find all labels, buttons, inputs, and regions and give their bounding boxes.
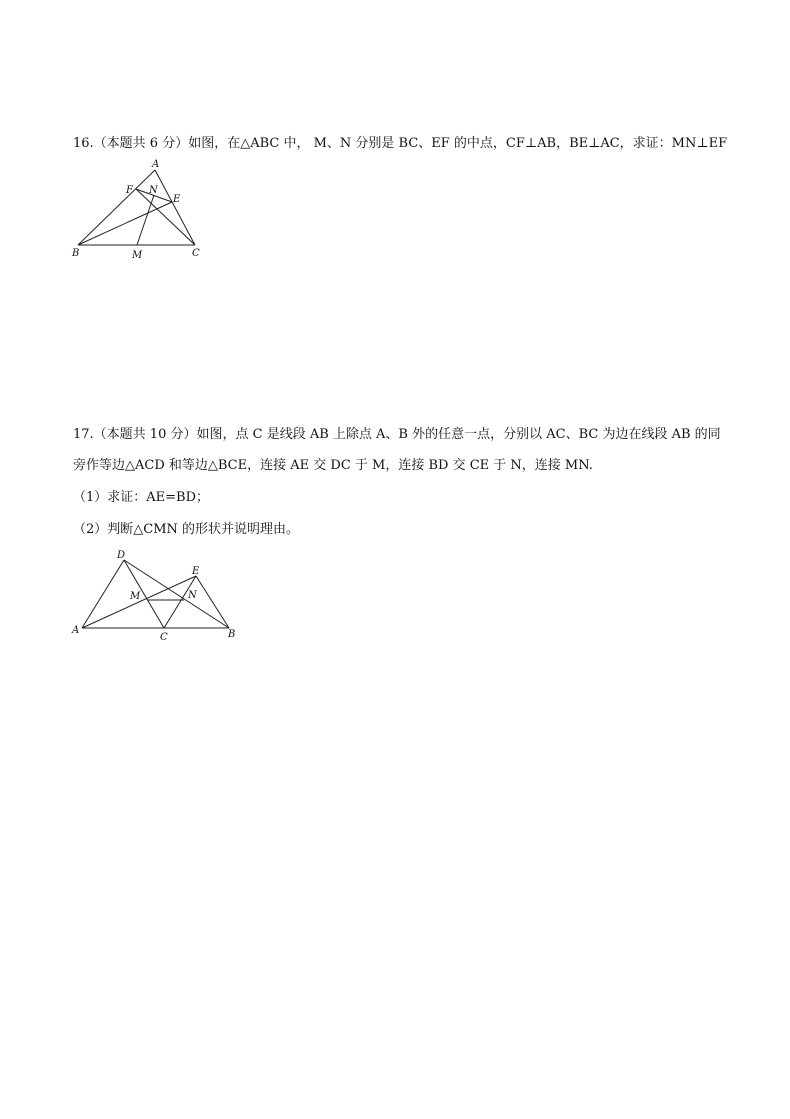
label-E: E	[173, 194, 181, 205]
segment-be	[78, 202, 172, 245]
label-N: N	[188, 590, 197, 601]
q16-text: 16.（本题共 6 分）如图，在△ABC 中， M、N 分别是 BC、EF 的中点，CF⊥AB，BE⊥AC，求证：MN⊥EF	[73, 136, 728, 151]
label-M: M	[132, 250, 143, 261]
q17-part1: （1）求证：AE=BD；	[73, 490, 210, 505]
q17-line1: 17.（本题共 10 分）如图，点 C 是线段 AB 上除点 A、B 外的任意一点，分别以 AC、BC 为边在线段 AB 的同	[73, 427, 721, 442]
segment-cf	[136, 189, 195, 245]
q16-figure	[60, 155, 220, 265]
segment-ae	[82, 576, 196, 628]
label-C: C	[160, 632, 168, 643]
label-M: M	[130, 591, 141, 602]
label-C: C	[192, 248, 200, 259]
label-B: B	[228, 629, 236, 640]
q17-part2: （2）判断△CMN 的形状并说明理由。	[73, 522, 300, 537]
segment-ad	[82, 560, 124, 628]
q17-line2: 旁作等边△ACD 和等边△BCE，连接 AE 交 DC 于 M，连接 BD 交 CE 于 N，连接 MN.	[73, 458, 593, 473]
q17-figure	[60, 545, 250, 645]
label-B: B	[72, 248, 80, 259]
segment-eb	[196, 576, 229, 628]
segment-mn	[137, 195, 154, 245]
label-A: A	[72, 625, 80, 636]
label-A: A	[152, 159, 160, 170]
label-N: N	[149, 185, 158, 196]
label-D: D	[117, 550, 126, 561]
segment-ab	[78, 170, 155, 245]
label-F: F	[126, 185, 133, 196]
label-E: E	[192, 566, 200, 577]
